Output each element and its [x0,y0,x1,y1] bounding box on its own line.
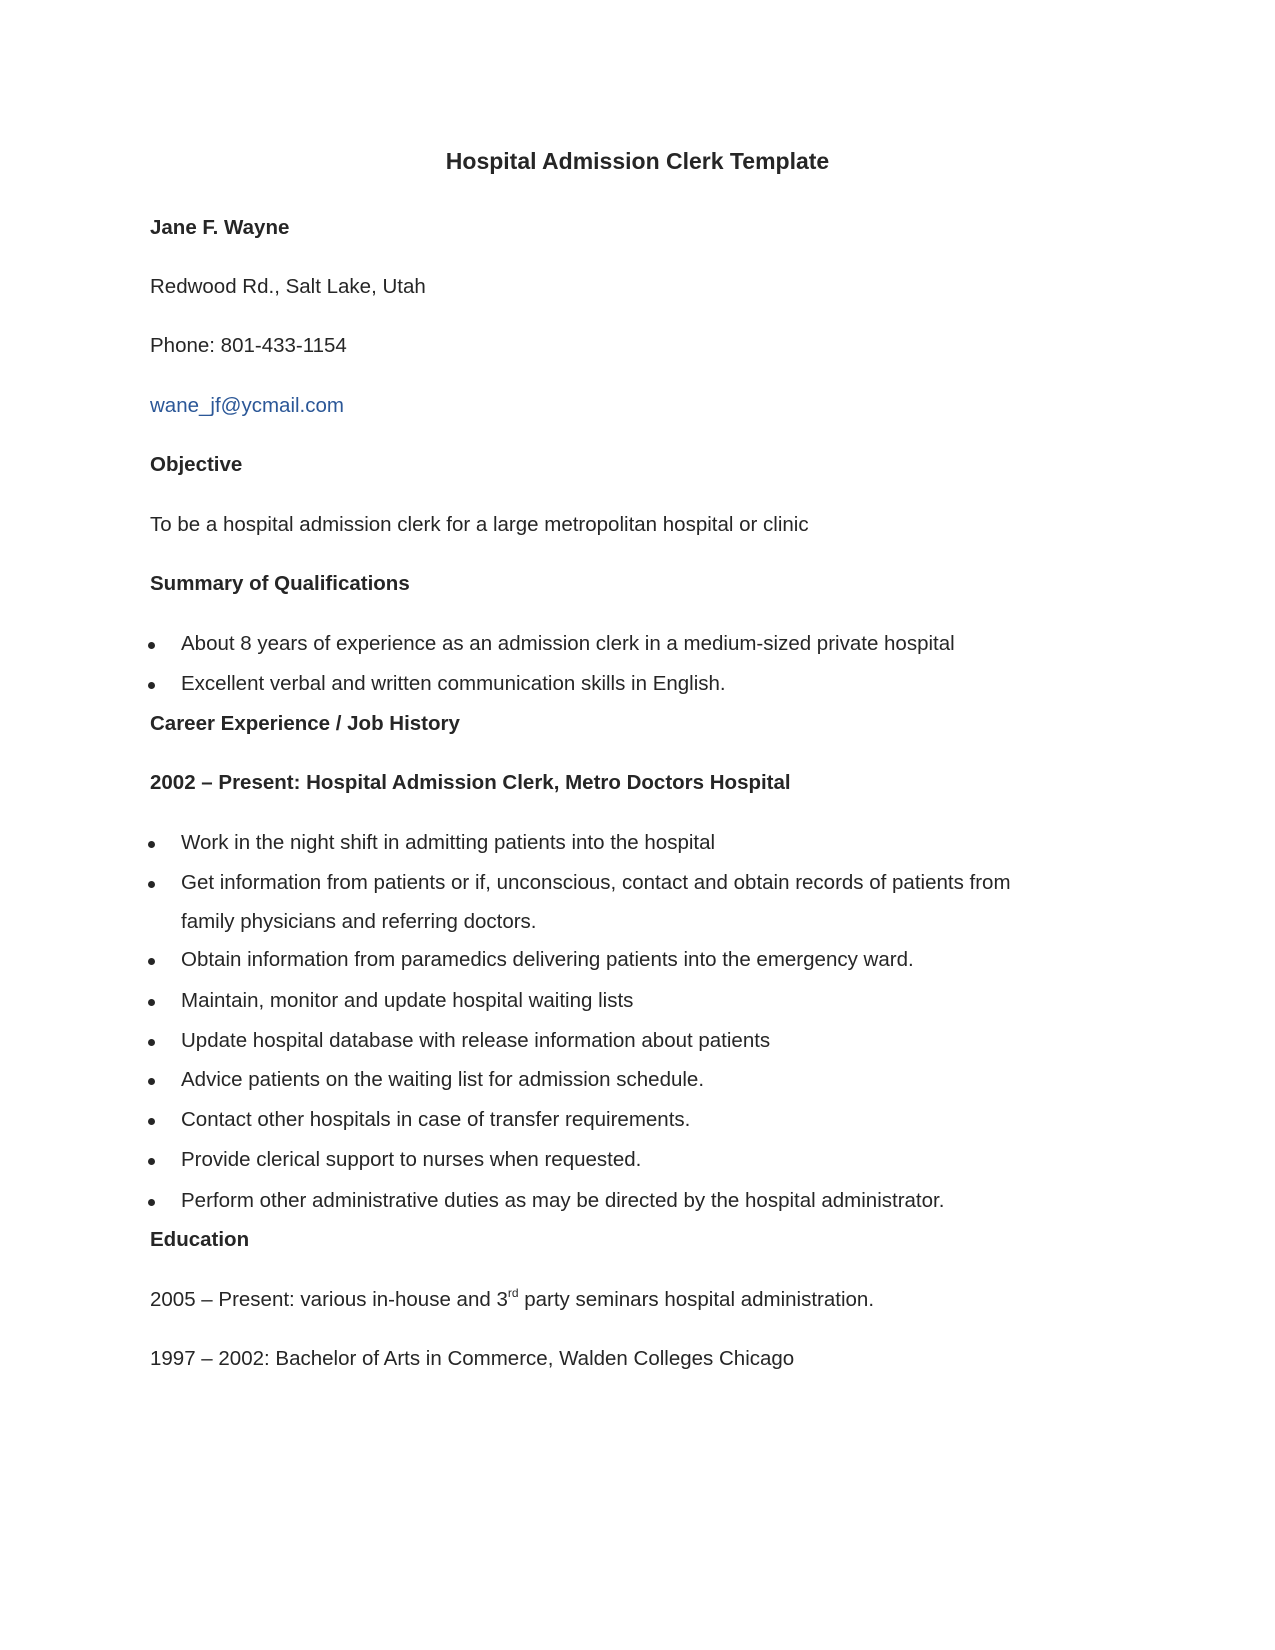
applicant-name: Jane F. Wayne [150,216,290,239]
objective-text: To be a hospital admission clerk for a large metropolitan hospital or clinic [150,513,809,536]
bullet-icon [148,999,155,1006]
duty-text: Update hospital database with release information about patients [181,1029,771,1052]
bullet-icon [148,642,155,649]
duty-text-line-1: Get information from patients or if, unconscious, contact and obtain records of patients from [181,871,1011,894]
duty-text: Provide clerical support to nurses when requested. [181,1148,642,1171]
education-entry-suffix: party seminars hospital administration. [518,1288,875,1311]
ordinal-suffix: rd [507,1286,519,1300]
page-title: Hospital Admission Clerk Template [445,148,830,174]
qualifications-heading: Summary of Qualifications [150,572,410,595]
job-title: 2002 – Present: Hospital Admission Clerk, Metro Doctors Hospital [150,771,791,794]
duty-text: Obtain information from paramedics delivering patients into the emergency ward. [181,948,914,971]
education-entry-prefix: 2005 – Present: various in-house and 3 [150,1288,508,1311]
bullet-icon [148,1039,155,1046]
duty-text: Advice patients on the waiting list for admission schedule. [181,1068,705,1091]
duty-text-line-2: family physicians and referring doctors. [181,910,537,933]
address: Redwood Rd., Salt Lake, Utah [150,275,426,298]
bullet-icon [148,1118,155,1125]
duty-text [181,870,1011,935]
bullet-icon [148,841,155,848]
email-link[interactable]: wane_jf@ycmail.com [150,394,344,417]
phone: Phone: 801-433-1154 [150,334,347,357]
bullet-icon [148,1199,155,1206]
duty-text: Work in the night shift in admitting patients into the hospital [181,831,716,854]
bullet-icon [148,682,155,689]
education-entry [150,1287,874,1313]
bullet-icon [148,958,155,965]
qualification-text: Excellent verbal and written communication skills in English. [181,672,726,695]
bullet-icon [148,1078,155,1085]
education-heading: Education [150,1228,250,1251]
career-heading: Career Experience / Job History [150,712,460,735]
objective-heading: Objective [150,453,243,476]
education-entry: 1997 – 2002: Bachelor of Arts in Commerce, Walden Colleges Chicago [150,1347,795,1370]
bullet-icon [148,1158,155,1165]
duty-text: Maintain, monitor and update hospital waiting lists [181,989,634,1012]
qualification-text: About 8 years of experience as an admission clerk in a medium-sized private hospital [181,632,955,655]
duty-text: Contact other hospitals in case of transfer requirements. [181,1108,691,1131]
bullet-icon [148,881,155,888]
duty-text: Perform other administrative duties as may be directed by the hospital administrator. [181,1189,945,1212]
